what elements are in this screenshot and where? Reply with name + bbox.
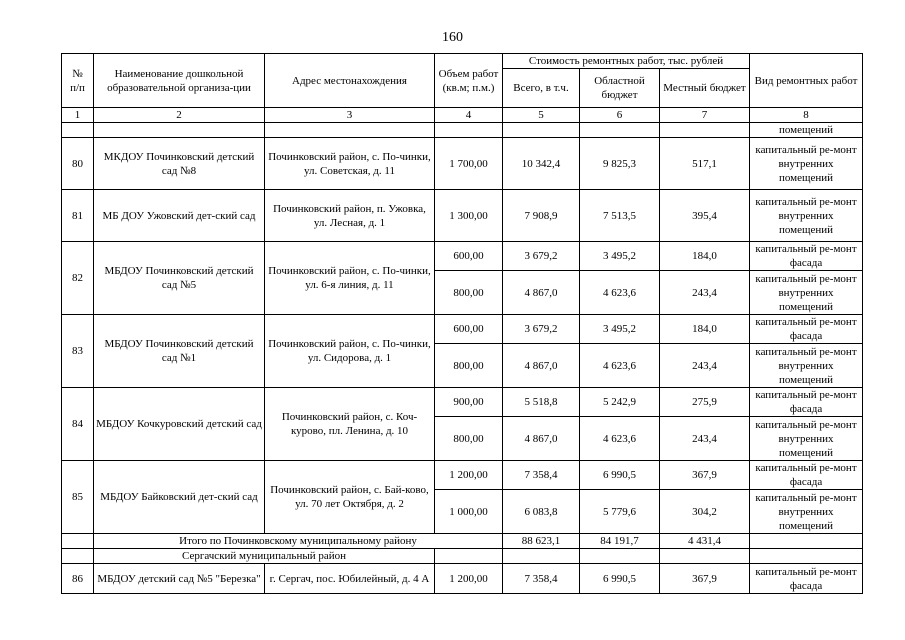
work-type: капитальный ре-монт внутренних помещений [750, 417, 863, 461]
cost-regional: 3 495,2 [580, 242, 660, 271]
work-type: капитальный ре-монт внутренних помещений [750, 190, 863, 242]
column-number: 5 [503, 108, 580, 123]
column-number: 1 [62, 108, 94, 123]
table-row [62, 315, 863, 344]
work-type: капитальный ре-монт фасада [750, 461, 863, 490]
cost-total: 5 518,8 [503, 388, 580, 417]
cost-total: 4 867,0 [503, 271, 580, 315]
cost-regional: 3 495,2 [580, 315, 660, 344]
subtotal-row [62, 534, 863, 549]
row-number: 80 [62, 138, 94, 190]
cost-regional: 9 825,3 [580, 138, 660, 190]
table-row [62, 138, 863, 190]
header-cost: Стоимость ремонтных работ, тыс. рублей [503, 54, 750, 69]
volume: 900,00 [435, 388, 503, 417]
cost-total: 7 358,4 [503, 564, 580, 594]
work-type: капитальный ре-монт внутренних помещений [750, 490, 863, 534]
header-volume: Объем работ (кв.м; п.м.) [435, 54, 503, 108]
section-label: Сергачский муниципальный район [94, 549, 435, 564]
cost-regional: 6 990,5 [580, 564, 660, 594]
table-row [62, 388, 863, 417]
subtotal-label: Итого по Починковскому муниципальному району [94, 534, 503, 549]
table-row [62, 564, 863, 594]
row-number: 85 [62, 461, 94, 534]
address: Починковский район, с. По-чинки, ул. Советская, д. 11 [265, 138, 435, 190]
cost-total: 4 867,0 [503, 344, 580, 388]
org-name: МБДОУ Байковский дет-ский сад [94, 461, 265, 534]
cost-total: 7 358,4 [503, 461, 580, 490]
cost-regional: 5 242,9 [580, 388, 660, 417]
header-org: Наименование дошкольной образовательной организа-ции [94, 54, 265, 108]
address: Починковский район, с. По-чинки, ул. 6-я линия, д. 11 [265, 242, 435, 315]
work-type: капитальный ре-монт фасада [750, 388, 863, 417]
org-name: МБ ДОУ Ужовский дет-ский сад [94, 190, 265, 242]
cost-local: 184,0 [660, 242, 750, 271]
table-row [62, 242, 863, 271]
column-number: 8 [750, 108, 863, 123]
column-number: 3 [265, 108, 435, 123]
empty-cell [750, 549, 863, 564]
work-type-cell: помещений [750, 123, 863, 138]
header-total: Всего, в т.ч. [503, 69, 580, 108]
org-name: МКДОУ Починковский детский сад №8 [94, 138, 265, 190]
org-name: МБДОУ Починковский детский сад №5 [94, 242, 265, 315]
table-row [62, 461, 863, 490]
table-row [62, 190, 863, 242]
address: Починковский район, с. Бай-ково, ул. 70 лет Октября, д. 2 [265, 461, 435, 534]
work-type: капитальный ре-монт внутренних помещений [750, 138, 863, 190]
column-number: 6 [580, 108, 660, 123]
cost-regional: 5 779,6 [580, 490, 660, 534]
column-number: 2 [94, 108, 265, 123]
cost-local: 517,1 [660, 138, 750, 190]
empty-cell [62, 549, 94, 564]
repair-works-table [61, 53, 863, 594]
cost-local: 184,0 [660, 315, 750, 344]
page-number: 160 [442, 30, 463, 45]
empty-cell [580, 549, 660, 564]
subtotal-regional: 84 191,7 [580, 534, 660, 549]
row-number: 84 [62, 388, 94, 461]
cost-total: 6 083,8 [503, 490, 580, 534]
cost-local: 304,2 [660, 490, 750, 534]
header-address: Адрес местонахождения [265, 54, 435, 108]
volume: 800,00 [435, 271, 503, 315]
work-type: капитальный ре-монт фасада [750, 315, 863, 344]
volume: 600,00 [435, 315, 503, 344]
org-name: МБДОУ Кочкуровский детский сад [94, 388, 265, 461]
row-number: 81 [62, 190, 94, 242]
cost-regional: 6 990,5 [580, 461, 660, 490]
header-local: Местный бюджет [660, 69, 750, 108]
column-number-row [62, 108, 863, 123]
row-number: 83 [62, 315, 94, 388]
address: Починковский район, п. Ужовка, ул. Лесная, д. 1 [265, 190, 435, 242]
cost-regional: 4 623,6 [580, 271, 660, 315]
header-regional: Областной бюджет [580, 69, 660, 108]
org-name: МБДОУ Починковский детский сад №1 [94, 315, 265, 388]
cost-total: 10 342,4 [503, 138, 580, 190]
address: Починковский район, с. По-чинки, ул. Сидорова, д. 1 [265, 315, 435, 388]
cost-regional: 7 513,5 [580, 190, 660, 242]
volume: 800,00 [435, 417, 503, 461]
subtotal-local: 4 431,4 [660, 534, 750, 549]
cost-regional: 4 623,6 [580, 344, 660, 388]
cost-regional: 4 623,6 [580, 417, 660, 461]
work-type: капитальный ре-монт внутренних помещений [750, 344, 863, 388]
volume: 1 700,00 [435, 138, 503, 190]
subtotal-total: 88 623,1 [503, 534, 580, 549]
cost-local: 395,4 [660, 190, 750, 242]
cost-total: 3 679,2 [503, 315, 580, 344]
volume: 1 200,00 [435, 461, 503, 490]
section-row [62, 549, 863, 564]
cost-local: 243,4 [660, 344, 750, 388]
header-num: № п/п [62, 54, 94, 108]
empty-cell [750, 534, 863, 549]
continuation-row [62, 123, 863, 138]
cost-local: 367,9 [660, 564, 750, 594]
cost-volume: 1 200,00 [435, 564, 503, 594]
cost-local: 275,9 [660, 388, 750, 417]
cost-local: 243,4 [660, 417, 750, 461]
address: г. Сергач, пос. Юбилейный, д. 4 А [265, 564, 435, 594]
volume: 1 000,00 [435, 490, 503, 534]
volume: 1 300,00 [435, 190, 503, 242]
empty-cell [660, 549, 750, 564]
empty-cell [62, 534, 94, 549]
row-number: 86 [62, 564, 94, 594]
column-number: 4 [435, 108, 503, 123]
cost-total: 3 679,2 [503, 242, 580, 271]
cost-total: 7 908,9 [503, 190, 580, 242]
row-number: 82 [62, 242, 94, 315]
empty-cell [503, 549, 580, 564]
column-number: 7 [660, 108, 750, 123]
work-type: капитальный ре-монт фасада [750, 564, 863, 594]
address: Починковский район, с. Коч-курово, пл. Ленина, д. 10 [265, 388, 435, 461]
org-name: МБДОУ детский сад №5 "Березка" [94, 564, 265, 594]
cost-local: 243,4 [660, 271, 750, 315]
work-type: капитальный ре-монт фасада [750, 242, 863, 271]
volume: 600,00 [435, 242, 503, 271]
header-work-type: Вид ремонтных работ [750, 54, 863, 108]
volume: 800,00 [435, 344, 503, 388]
cost-local: 367,9 [660, 461, 750, 490]
work-type: капитальный ре-монт внутренних помещений [750, 271, 863, 315]
cost-total: 4 867,0 [503, 417, 580, 461]
empty-cell [435, 549, 503, 564]
